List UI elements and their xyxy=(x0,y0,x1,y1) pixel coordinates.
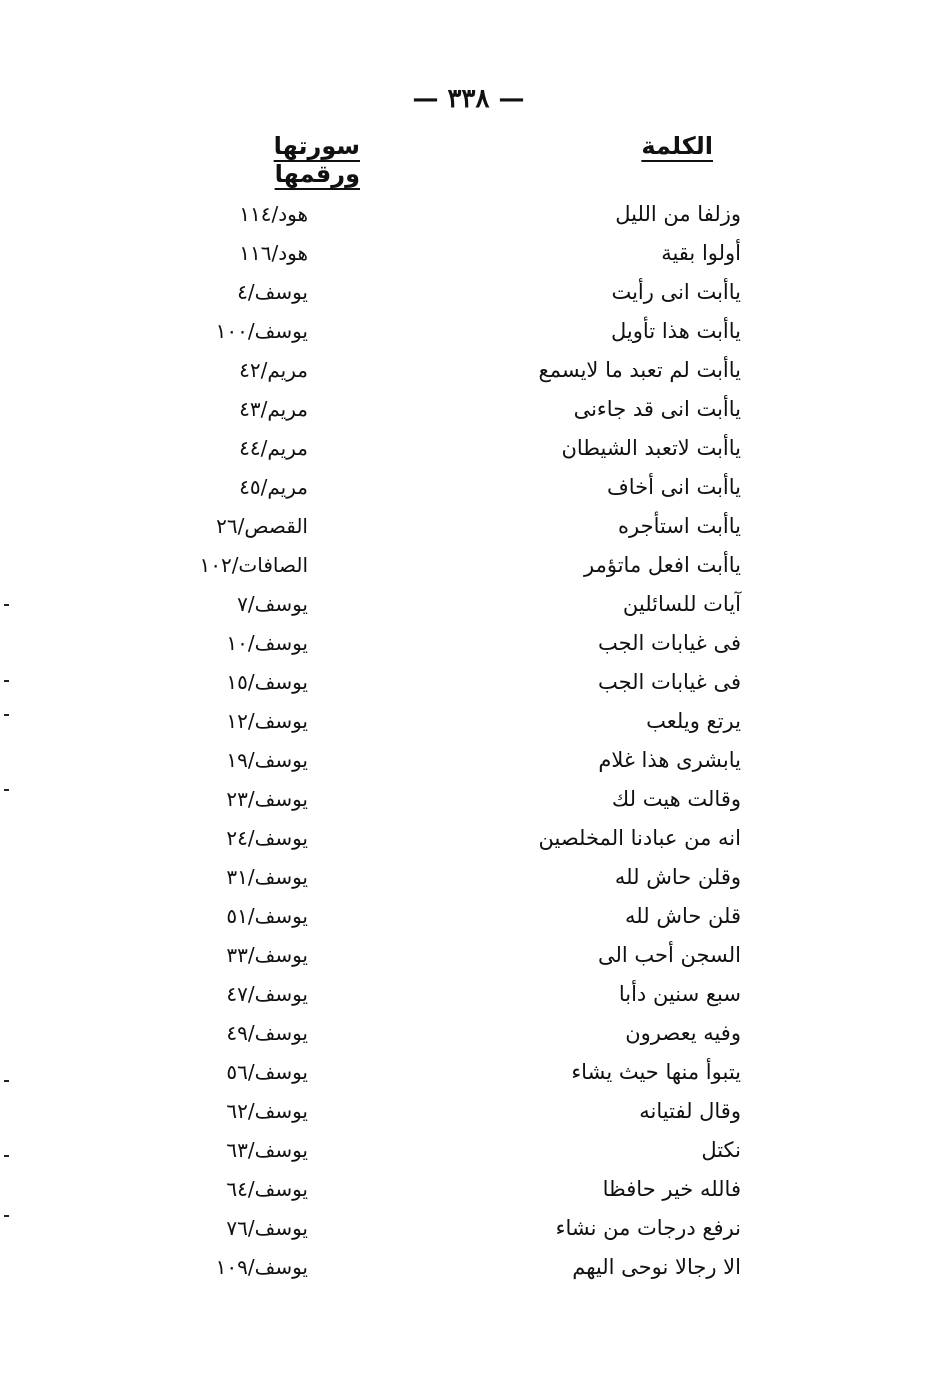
list-item xyxy=(0,1015,937,1054)
entry-word: يابشرى هذا غلام xyxy=(598,748,741,772)
entry-word: آيات للسائلين xyxy=(622,592,741,616)
column-header-sura: سورتها ورقمها xyxy=(273,132,360,188)
entry-word: قلن حاش لله xyxy=(625,904,741,928)
entry-word: انه من عبادنا المخلصين xyxy=(538,826,741,850)
list-item xyxy=(0,781,937,820)
margin-mark xyxy=(4,604,9,606)
entry-word: سبع سنين دأبا xyxy=(618,982,741,1006)
entry-word: يرتع ويلعب xyxy=(646,709,741,733)
list-item xyxy=(0,586,937,625)
entry-sura-ref: يوسف/٤ xyxy=(237,280,308,304)
entry-word: ياأبت انى أخاف xyxy=(606,475,741,499)
list-item xyxy=(0,976,937,1015)
entry-sura-ref: يوسف/٤٩ xyxy=(226,1021,308,1045)
margin-mark xyxy=(4,789,9,791)
entry-sura-ref: يوسف/٧٦ xyxy=(226,1216,308,1240)
list-item xyxy=(0,1093,937,1132)
list-item xyxy=(0,742,937,781)
list-item xyxy=(0,430,937,469)
list-item xyxy=(0,703,937,742)
entry-word: ياأبت انى رأيت xyxy=(611,280,741,304)
list-item xyxy=(0,508,937,547)
entry-word: وقلن حاش لله xyxy=(614,865,741,889)
entry-sura-ref: يوسف/١٥ xyxy=(226,670,308,694)
entry-sura-ref: يوسف/١٠٠ xyxy=(215,319,308,343)
entry-word: يتبوأ منها حيث يشاء xyxy=(571,1060,741,1084)
entry-word: فى غيابات الجب xyxy=(597,631,741,655)
list-item xyxy=(0,313,937,352)
entry-sura-ref: مريم/٤٣ xyxy=(239,397,308,421)
entry-sura-ref: هود/١١٤ xyxy=(239,202,308,226)
entry-sura-ref: يوسف/٥١ xyxy=(226,904,308,928)
list-item xyxy=(0,1249,937,1288)
entry-sura-ref: يوسف/٢٣ xyxy=(226,787,308,811)
list-item xyxy=(0,1132,937,1171)
list-item xyxy=(0,625,937,664)
entry-word: وزلفا من الليل xyxy=(615,202,741,226)
entry-sura-ref: يوسف/٣٣ xyxy=(226,943,308,967)
list-item xyxy=(0,664,937,703)
list-item xyxy=(0,196,937,235)
entry-sura-ref: هود/١١٦ xyxy=(239,241,308,265)
entry-word: السجن أحب الى xyxy=(597,943,741,967)
entry-sura-ref: يوسف/١٠٩ xyxy=(215,1255,308,1279)
list-item xyxy=(0,274,937,313)
entry-word: وقالت هيت لك xyxy=(611,787,741,811)
list-item xyxy=(0,547,937,586)
margin-mark xyxy=(4,1155,9,1157)
margin-mark xyxy=(4,1215,9,1217)
margin-mark xyxy=(4,1080,9,1082)
entry-sura-ref: يوسف/٦٢ xyxy=(226,1099,308,1123)
entry-word: ياأبت افعل ماتؤمر xyxy=(584,553,741,577)
entry-sura-ref: يوسف/٧ xyxy=(237,592,308,616)
entry-sura-ref: يوسف/١٠ xyxy=(226,631,308,655)
entry-word: ياأبت هذا تأويل xyxy=(611,319,741,343)
list-item xyxy=(0,820,937,859)
list-item xyxy=(0,1054,937,1093)
entry-word: نرفع درجات من نشاء xyxy=(555,1216,741,1240)
entry-sura-ref: الصافات/١٠٢ xyxy=(199,553,308,577)
entries-list xyxy=(0,196,937,1288)
list-item xyxy=(0,937,937,976)
list-item xyxy=(0,859,937,898)
entry-sura-ref: يوسف/١٩ xyxy=(226,748,308,772)
entry-sura-ref: يوسف/٣١ xyxy=(226,865,308,889)
column-header-word: الكلمة xyxy=(641,132,713,160)
entry-word: ياأبت انى قد جاءنى xyxy=(573,397,741,421)
entry-word: وفيه يعصرون xyxy=(625,1021,741,1045)
entry-sura-ref: يوسف/١٢ xyxy=(226,709,308,733)
list-item xyxy=(0,469,937,508)
entry-word: أولوا بقية xyxy=(661,241,741,265)
entry-word: ياأبت لم تعبد ما لايسمع xyxy=(538,358,741,382)
entry-sura-ref: مريم/٤٢ xyxy=(239,358,308,382)
entry-word: فى غيابات الجب xyxy=(597,670,741,694)
entry-sura-ref: يوسف/٥٦ xyxy=(226,1060,308,1084)
entry-word: نكتل xyxy=(701,1138,741,1162)
entry-sura-ref: القصص/٢٦ xyxy=(216,514,308,538)
list-item xyxy=(0,898,937,937)
entry-sura-ref: مريم/٤٥ xyxy=(239,475,308,499)
margin-mark xyxy=(4,714,9,716)
entry-word: ياأبت لاتعبد الشيطان xyxy=(561,436,741,460)
list-item xyxy=(0,352,937,391)
entry-sura-ref: يوسف/٦٤ xyxy=(226,1177,308,1201)
page-number: — ٣٣٨ — xyxy=(412,84,525,114)
entry-sura-ref: يوسف/٦٣ xyxy=(226,1138,308,1162)
entry-sura-ref: يوسف/٤٧ xyxy=(226,982,308,1006)
entry-sura-ref: يوسف/٢٤ xyxy=(226,826,308,850)
list-item xyxy=(0,235,937,274)
entry-word: ياأبت استأجره xyxy=(618,514,741,538)
list-item xyxy=(0,391,937,430)
margin-mark xyxy=(4,680,9,682)
entry-word: فالله خير حافظا xyxy=(602,1177,741,1201)
list-item xyxy=(0,1171,937,1210)
entry-sura-ref: مريم/٤٤ xyxy=(239,436,308,460)
entry-word: وقال لفتيانه xyxy=(639,1099,741,1123)
entry-word: الا رجالا نوحى اليهم xyxy=(572,1255,741,1279)
list-item xyxy=(0,1210,937,1249)
